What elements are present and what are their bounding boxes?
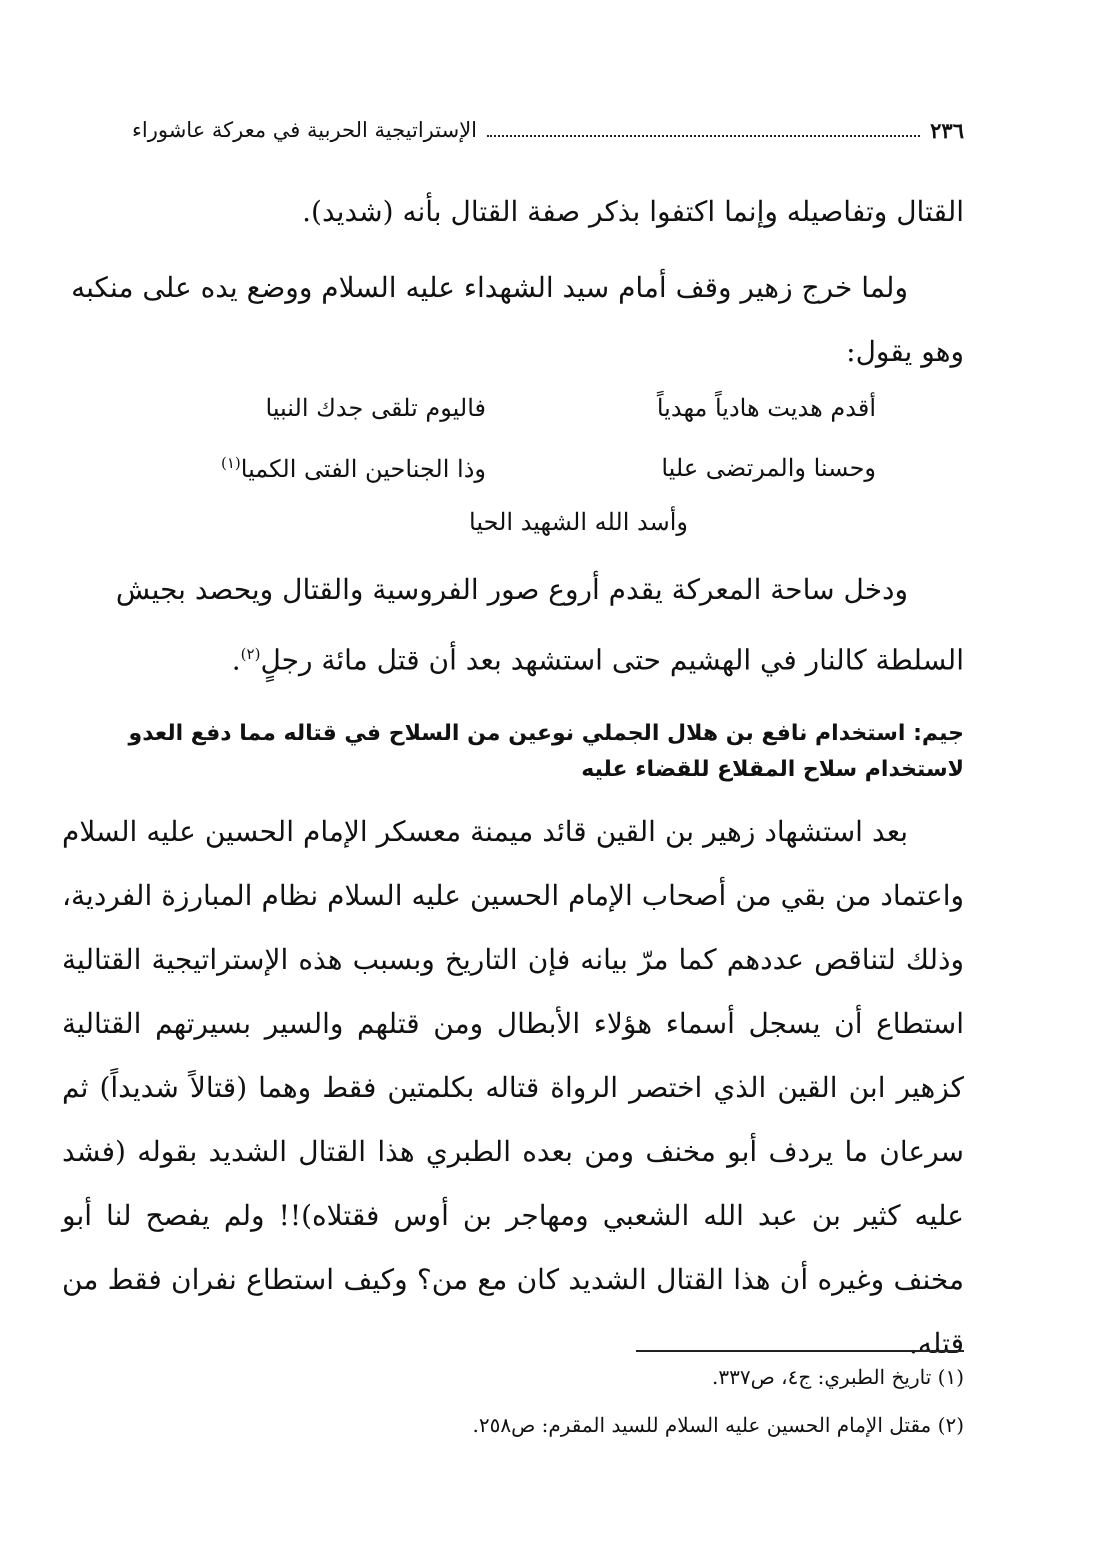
poem-line2-text: وذا الجناحين الفتى الكميا — [240, 455, 486, 483]
footnote-ref-2: (٢) — [240, 645, 261, 663]
paragraph-zuhair-line2: وهو يقول: — [846, 335, 964, 368]
paragraph-body: بعد استشهاد زهير بن القين قائد ميمنة معسكر الإمام الحسين عليه السلام واعتماد من بقي من أصحاب الإمام الحسين عليه السلام نظام المبارزة الفردية، وذلك لتناقص عددهم كما مرّ بيانه فإن التاريخ وبسبب هذه الإستراتيجية القتالية استطاع أن يسجل أسماء هؤلاء الأبطال ومن قتلهم والسير بسيرتهم القتالية كزهير ابن القين الذي اختصر الرواة قتاله بكلمتين فقط وهما (قتالاً شديداً) ثم سرعان ما يردف أبو مخنف ومن بعده الطبري هذا القتال الشديد بقوله (فشد عليه كثير بن عبد الله الشعبي ومهاجر بن أوس فقتلاه)!! ولم يفصح لنا أبو مخنف وغيره أن هذا القتال الشديد كان مع من؟ وكيف استطاع نفران فقط من قتله. — [62, 815, 964, 1360]
paragraph-battle-line1: ودخل ساحة المعركة يقدم أروع صور الفروسية والقتال ويحصد بجيش — [115, 573, 908, 606]
poem-line3: وأسد الله الشهيد الحيا — [469, 508, 688, 536]
paragraph-battle-end: . — [231, 643, 241, 677]
footnote-2: (٢) مقتل الإمام الحسين عليه السلام للسيد المقرم: ص٢٥٨. — [472, 1413, 964, 1437]
running-header — [132, 112, 964, 148]
section-subheading: جيم: استخدام نافع بن هلال الجملي نوعين من السلاح في قتاله مما دفع العدو لاستخدام سلاح المقلاع للقضاء عليه — [128, 721, 964, 782]
header-dot-leader — [487, 135, 920, 137]
running-title: الإستراتيجية الحربية في معركة عاشوراء — [132, 118, 478, 142]
paragraph-zuhair-line1: ولما خرج زهير وقف أمام سيد الشهداء عليه السلام ووضع يده على منكبه — [71, 271, 908, 304]
page-number: ٢٣٦ — [930, 117, 964, 143]
poem-line1-second-hemistich: فاليوم تلقى جدك النبيا — [265, 394, 486, 422]
paragraph-battle-line2 — [62, 622, 964, 692]
paragraph-battle-text: السلطة كالنار في الهشيم حتى استشهد بعد أن قتل مائة رجلٍ — [260, 643, 964, 677]
poem-line1-first-hemistich: أقدم هديت هادياً مهدياً — [656, 394, 876, 422]
footnote-ref-1: (١) — [220, 454, 241, 472]
footnote-1: (١) تاريخ الطبري: ج٤، ص٣٣٧. — [711, 1365, 964, 1389]
footnote-divider — [636, 1350, 964, 1352]
poem-line2-first-hemistich: وحسنا والمرتضى عليا — [661, 454, 876, 482]
poem-line2-second-hemistich — [221, 454, 486, 483]
paragraph-intro: القتال وتفاصيله وإنما اكتفوا بذكر صفة القتال بأنه (شديد). — [302, 195, 964, 228]
